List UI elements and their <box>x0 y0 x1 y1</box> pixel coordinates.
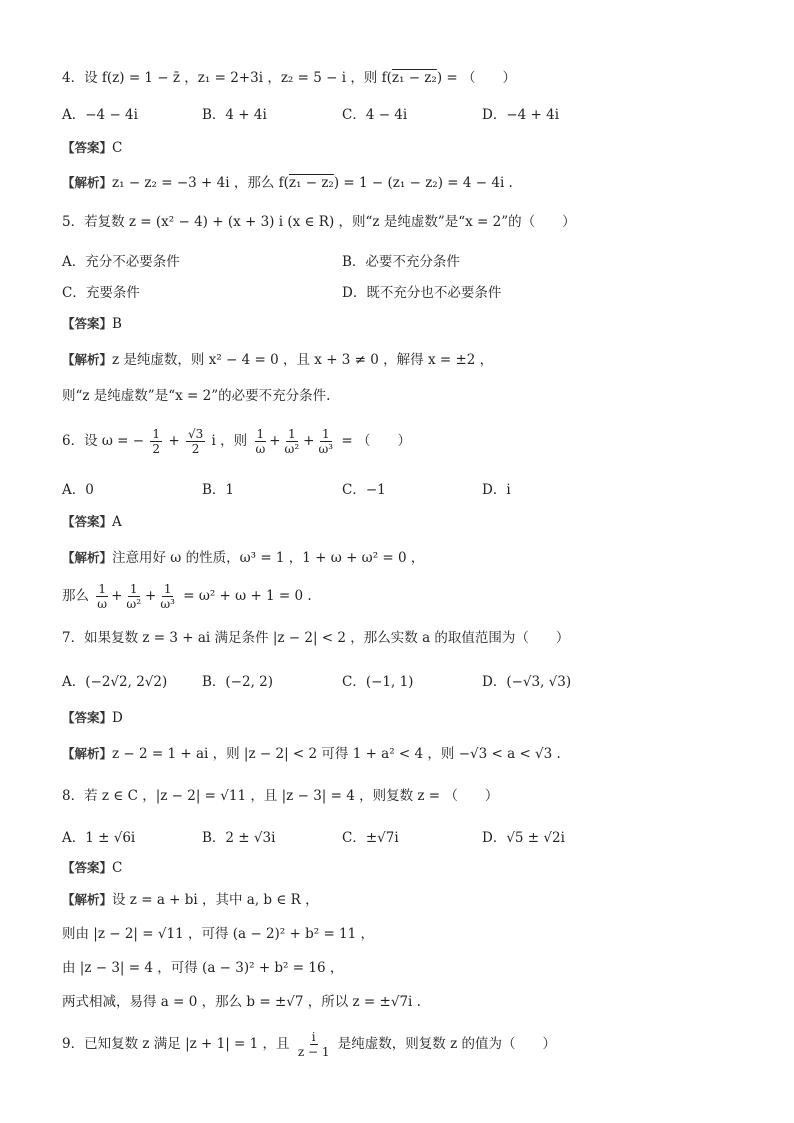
q4-analysis <box>62 173 513 193</box>
q4-option-b: B．4 + 4i <box>202 107 267 123</box>
q6-option-d: D．i <box>482 482 511 498</box>
q4-analysis-text: z₁ − z₂ = −3 + 4i ，那么 f( <box>112 175 289 191</box>
answer-tag: 【答案】 <box>62 140 113 155</box>
fraction-denominator: ω² <box>126 597 142 611</box>
q8-analysis-text: 设 z = a + bi ，其中 a, b ∈ R ， <box>112 892 319 908</box>
q6-analysis-fraction-2 <box>124 582 143 611</box>
fraction-denominator: 2 <box>191 442 200 456</box>
fraction-numerator: 1 <box>129 582 138 596</box>
q6-analysis <box>62 548 424 568</box>
q6-stem-part-b: + <box>168 433 180 449</box>
q8-option-c: C．±√7i <box>342 830 399 846</box>
analysis-tag: 【解析】 <box>62 892 113 907</box>
q5-analysis-text: z 是纯虚数，则 x² − 4 = 0 ，且 x + 3 ≠ 0 ，解得 x = ±2 ， <box>112 352 494 368</box>
q4-stem-end: ) = （ ） <box>436 70 517 86</box>
q5-analysis <box>62 350 493 370</box>
fraction-denominator: ω <box>255 442 266 456</box>
q5-option-c: C．充要条件 <box>62 285 140 301</box>
q7-analysis-text: z − 2 = 1 + ai ，则 |z − 2| < 2 可得 1 + a² < 4 ，则 −√3 < a < √3 . <box>112 746 561 762</box>
q8-analysis-line4: 两式相减，易得 a = 0 ，那么 b = ±√7 ，所以 z = ±√7i . <box>62 994 421 1010</box>
fraction-numerator: i <box>311 1030 316 1044</box>
q6-analysis2-part-b: = ω² + ω + 1 = 0 . <box>183 588 312 604</box>
q6-fraction-2 <box>186 427 205 456</box>
q4-analysis-bar: z₁ − z₂ <box>288 175 334 191</box>
q4-analysis-end: ) = 1 − (z₁ − z₂) = 4 − 4i . <box>333 175 513 191</box>
q6-stem: 6．设 ω = − $\frac{1}{2}$ + $\frac{√3}{2}$ i ，则 $\frac{1}{\omega}$ + $\frac{1}{\text{ω²}}$ + $\frac{1}{\text{ω³}}$ = （ ） <box>62 427 411 456</box>
answer-tag: 【答案】 <box>62 860 113 875</box>
q6-answer <box>62 512 122 532</box>
answer-tag: 【答案】 <box>62 316 113 331</box>
q8-option-d: D．√5 ± √2i <box>482 830 565 846</box>
q8-analysis <box>62 890 319 910</box>
q4-stem <box>62 68 516 88</box>
q6-stem-part-c: i ，则 <box>211 433 248 449</box>
q5-option-a: A．充分不必要条件 <box>62 254 180 270</box>
q6-analysis-fraction-1 <box>95 582 109 611</box>
q6-answer-value: A <box>112 514 122 530</box>
fraction-numerator: 1 <box>163 582 172 596</box>
fraction-denominator: ω <box>97 597 108 611</box>
q8-answer <box>62 858 122 878</box>
q6-stem-part-d: = （ ） <box>341 433 411 449</box>
q5-analysis-line2: 则“z 是纯虚数”是“x = 2”的必要不充分条件. <box>62 388 331 404</box>
fraction-numerator: √3 <box>187 427 204 441</box>
q4-stem-bar: z₁ − z₂ <box>391 70 437 86</box>
fraction-denominator: ω³ <box>160 597 175 611</box>
q5-stem: 5．若复数 z = (x² − 4) + (x + 3) i (x ∈ R) ，则“z 是纯虚数”是“x = 2”的（ ） <box>62 214 576 230</box>
analysis-tag: 【解析】 <box>62 175 113 190</box>
q9-fraction <box>296 1030 332 1059</box>
q6-fraction-5 <box>316 427 335 456</box>
q8-analysis-line3: 由 |z − 3| = 4 ，可得 (a − 3)² + b² = 16 ， <box>62 960 344 976</box>
q5-answer <box>62 314 122 334</box>
analysis-tag: 【解析】 <box>62 746 113 761</box>
fraction-numerator: 1 <box>152 427 161 441</box>
q6-option-b: B．1 <box>202 482 235 498</box>
q8-stem: 8．若 z ∈ C ，|z − 2| = √11 ，且 |z − 3| = 4 ，则复数 z = （ ） <box>62 788 499 804</box>
q8-option-b: B．2 ± √3i <box>202 830 276 846</box>
fraction-numerator: 1 <box>98 582 107 596</box>
answer-tag: 【答案】 <box>62 710 113 725</box>
fraction-denominator: ω² <box>284 442 300 456</box>
q6-fraction-3 <box>253 427 267 456</box>
q7-analysis <box>62 744 561 764</box>
q6-option-a: A．0 <box>62 482 94 498</box>
q9-stem-part-b: 是纯虚数，则复数 z 的值为（ ） <box>337 1036 556 1052</box>
fraction-numerator: 1 <box>321 427 330 441</box>
q8-answer-value: C <box>112 860 123 876</box>
q6-fraction-1 <box>150 427 162 456</box>
q4-answer <box>62 138 122 158</box>
fraction-denominator: 2 <box>152 442 161 456</box>
q6-analysis-line2: 那么 $\frac{1}{\omega}$ + $\frac{1}{\text{ω²}}$ + $\frac{1}{\text{ω³}}$ = ω² + ω + 1 = 0 . <box>62 582 312 611</box>
fraction-denominator: z − 1 <box>297 1045 330 1059</box>
fraction-numerator: 1 <box>256 427 265 441</box>
q9-stem <box>62 1028 556 1060</box>
q4-option-a: A．−4 − 4i <box>62 107 138 123</box>
q4-answer-value: C <box>112 140 123 156</box>
q7-option-d: D．(−√3, √3) <box>482 674 572 690</box>
q6-fraction-4 <box>283 427 302 456</box>
analysis-tag: 【解析】 <box>62 352 113 367</box>
q8-analysis-line2: 则由 |z − 2| = √11 ，可得 (a − 2)² + b² = 11 ， <box>62 926 375 942</box>
analysis-tag: 【解析】 <box>62 550 113 565</box>
q4-stem-text: 4．设 f(z) = 1 − z̄ ，z₁ = 2+3i ，z₂ = 5 − i ，则 f( <box>62 70 392 86</box>
q4-option-d: D．−4 + 4i <box>482 107 560 123</box>
q6-analysis-text: 注意用好 ω 的性质，ω³ = 1 ，1 + ω + ω² = 0 ， <box>112 550 425 566</box>
q7-option-a: A．(−2√2, 2√2) <box>62 674 168 690</box>
q4-option-c: C．4 − 4i <box>342 107 408 123</box>
answer-tag: 【答案】 <box>62 514 113 529</box>
q6-analysis-fraction-3 <box>158 582 177 611</box>
q5-option-b: B．必要不充分条件 <box>342 254 460 270</box>
q5-answer-value: B <box>112 316 122 332</box>
q6-option-c: C．−1 <box>342 482 386 498</box>
q5-option-d: D．既不充分也不必要条件 <box>342 285 502 301</box>
q7-answer <box>62 708 123 728</box>
q6-stem-part-a: 6．设 ω = − <box>62 433 145 449</box>
q7-stem: 7．如果复数 z = 3 + ai 满足条件 |z − 2| < 2 ，那么实数 a 的取值范围为（ ） <box>62 630 570 646</box>
q8-option-a: A．1 ± √6i <box>62 830 136 846</box>
q7-option-b: B．(−2, 2) <box>202 674 274 690</box>
q7-option-c: C．(−1, 1) <box>342 674 414 690</box>
fraction-numerator: 1 <box>288 427 296 441</box>
q6-analysis2-part-a: 那么 <box>62 588 89 604</box>
fraction-denominator: ω³ <box>318 442 334 456</box>
q7-answer-value: D <box>112 710 123 726</box>
q9-stem-part-a: 9．已知复数 z 满足 |z + 1| = 1 ，且 <box>62 1036 290 1052</box>
